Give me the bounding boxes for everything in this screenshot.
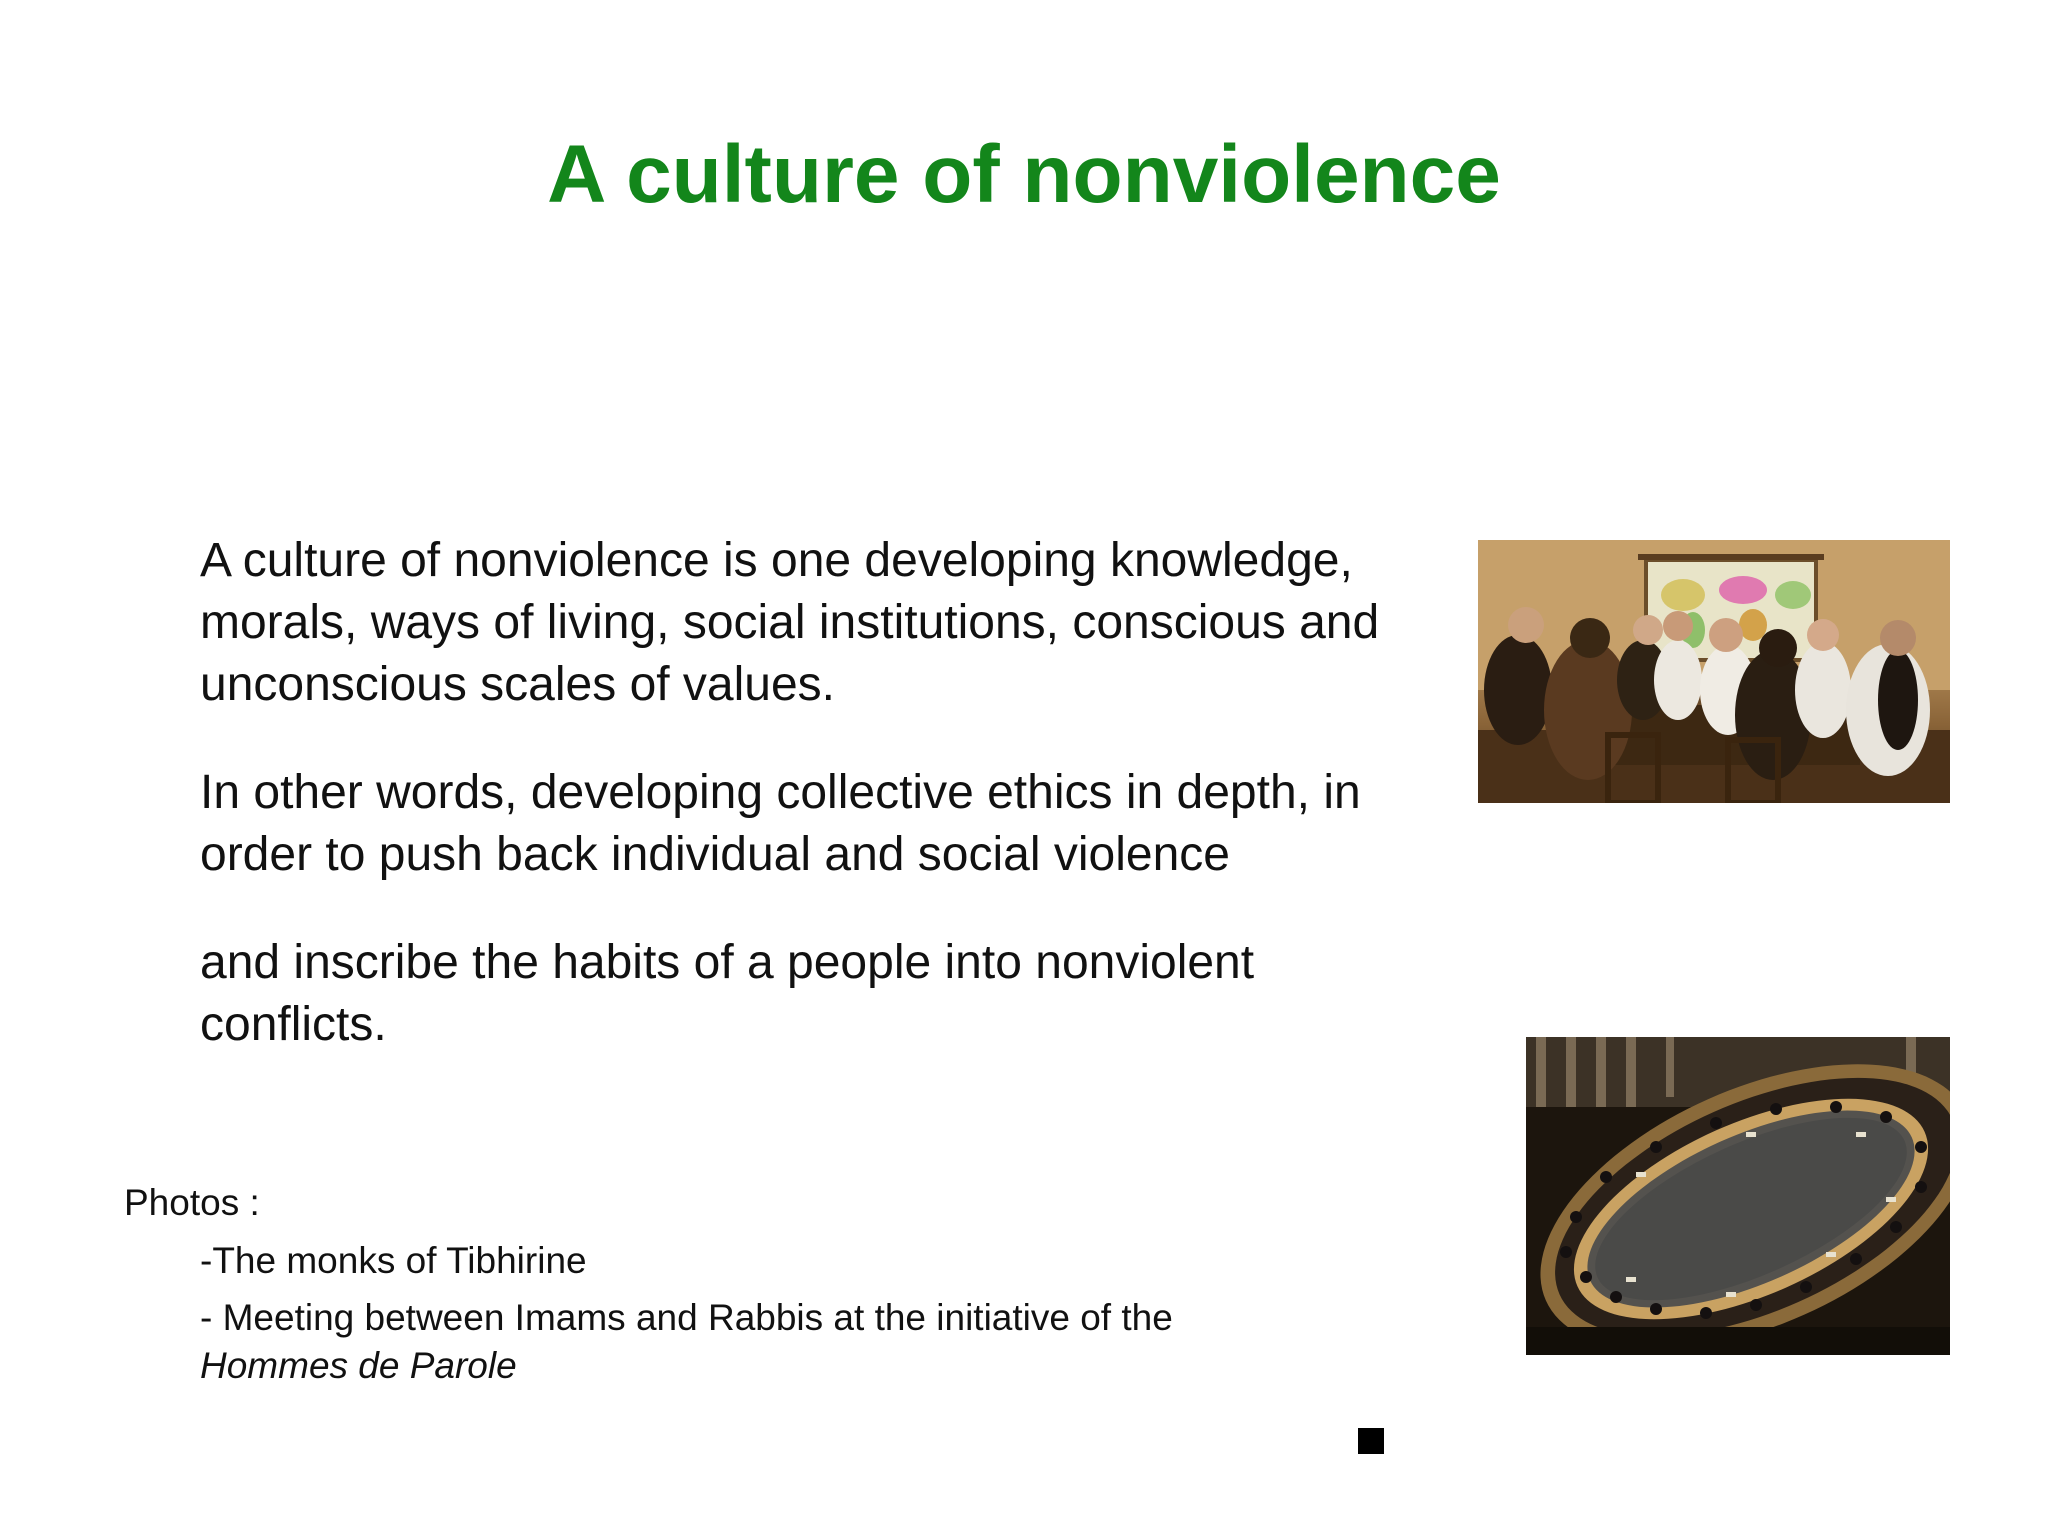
body-text (200, 530, 1430, 1102)
credit-imams-rabbis-text: - Meeting between Imams and Rabbis at the initiative of the (200, 1297, 1173, 1338)
slide-title: A culture of nonviolence (547, 129, 1501, 220)
paragraph-inscribe-habits: and inscribe the habits of a people into nonviolent conflicts. (200, 936, 1255, 1051)
photo-credits (200, 1237, 1400, 1399)
monks-illustration (1478, 540, 1950, 803)
paragraph-other-words: In other words, developing collective ethics in depth, in order to push back individual and social violence (200, 766, 1361, 881)
credit-hommes-de-parole: Hommes de Parole (200, 1345, 517, 1386)
photos-heading: Photos : (124, 1182, 260, 1223)
photo-imams-rabbis-meeting (1526, 1037, 1950, 1355)
credit-imams-rabbis (200, 1294, 1400, 1390)
paragraph-definition: A culture of nonviolence is one developing knowledge, morals, ways of living, social institutions, conscious and unconscious scales of values. (200, 534, 1380, 711)
credit-monks: -The monks of Tibhirine (200, 1240, 587, 1281)
photo-monks-of-tibhirine (1478, 540, 1950, 803)
black-square-icon (1358, 1428, 1384, 1454)
assembly-illustration (1526, 1037, 1950, 1355)
